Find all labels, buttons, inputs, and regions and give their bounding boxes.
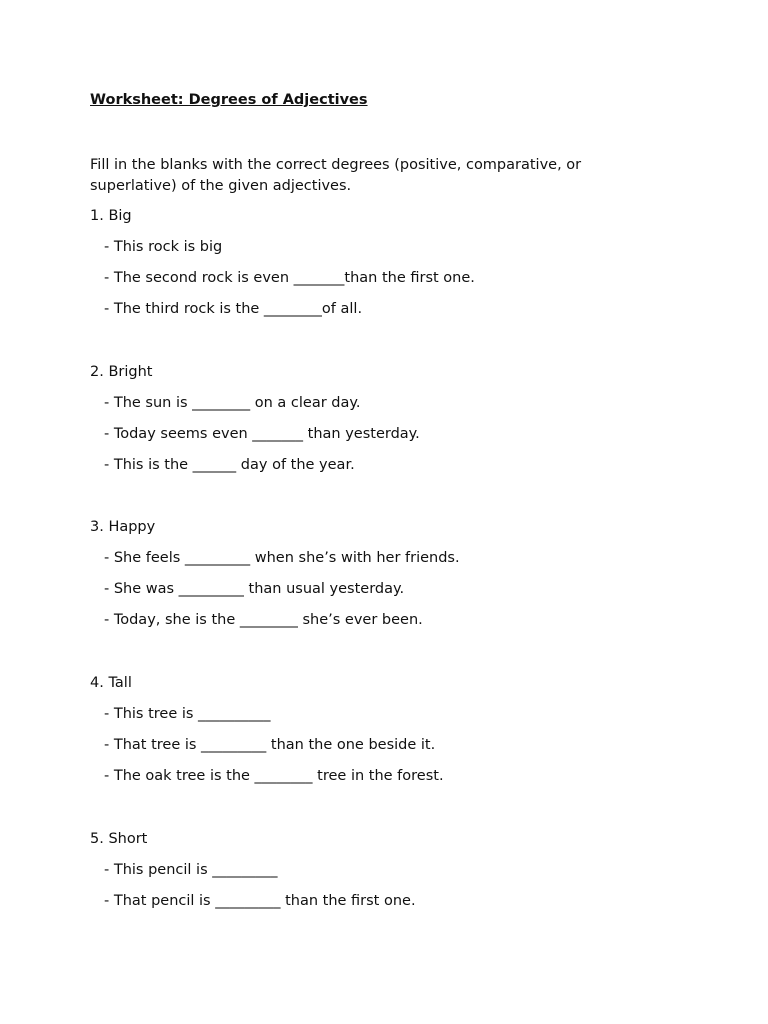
question-line: - The second rock is even _______than the first one. [104,270,475,286]
question-short [90,830,690,923]
question-line: - The oak tree is the ________ tree in the forest. [104,768,444,784]
question-heading: 5. Short [90,831,148,847]
question-line: - The third rock is the ________of all. [104,301,363,317]
question-line: - She was _________ than usual yesterday. [104,581,405,597]
question-heading: 2. Bright [90,364,153,380]
question-heading: 3. Happy [90,519,156,535]
question-heading: 4. Tall [90,675,132,691]
question-line: - This pencil is _________ [104,862,278,878]
question-line: - This is the ______ day of the year. [104,457,355,473]
question-line: - That tree is _________ than the one beside it. [104,737,436,753]
question-line: - This tree is __________ [104,706,271,722]
question-line: - Today seems even _______ than yesterday. [104,426,420,442]
question-line: - This rock is big [104,239,223,255]
question-happy [90,518,690,642]
instructions-text: Fill in the blanks with the correct degrees (positive, comparative, or superlative) of the given adjectives. [90,157,582,194]
question-line: - She feels _________ when she’s with her friends. [104,550,460,566]
question-bright [90,363,690,487]
question-line: - The sun is ________ on a clear day. [104,395,361,411]
question-line: - That pencil is _________ than the first one. [104,893,416,909]
worksheet-title: Worksheet: Degrees of Adjectives [90,92,368,108]
question-tall [90,674,690,798]
question-line: - Today, she is the ________ she’s ever been. [104,612,423,628]
question-heading: 1. Big [90,208,132,224]
question-big [90,207,690,331]
